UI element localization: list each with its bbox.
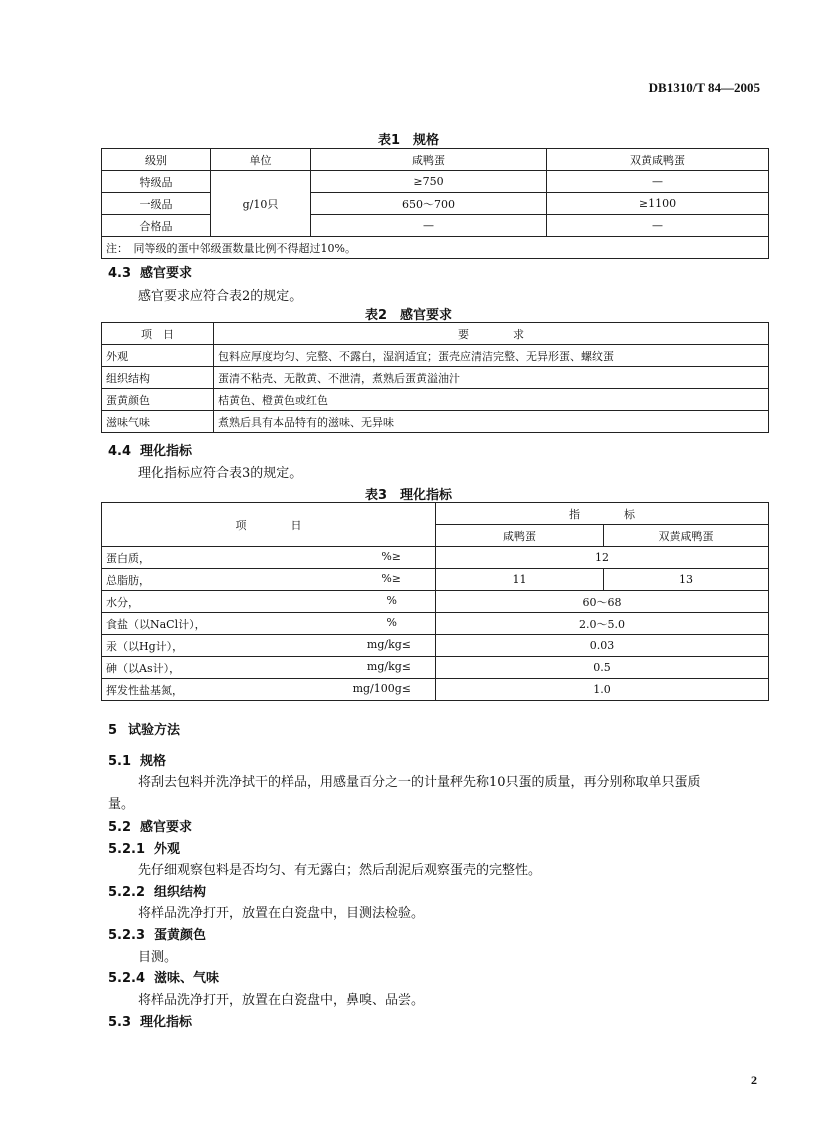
table-row — [102, 367, 769, 389]
table-row — [102, 215, 769, 237]
value-cell: 13 — [604, 569, 769, 591]
document-id: DB1310/T 84—2005 — [648, 80, 760, 95]
value-cell: 0.03 — [436, 635, 769, 657]
section-heading: 5 试验方法 — [108, 723, 181, 738]
item-cell: 食盐（以NaCl计）， % — [102, 613, 436, 635]
value-cell: 60～68 — [436, 591, 769, 613]
section-heading: 5.2 感官要求 — [108, 820, 193, 835]
section-heading: 5.2.3 蛋黄颜色 — [108, 928, 207, 943]
requirement-cell: 煮熟后具有本品特有的滋味、无异味 — [214, 411, 769, 433]
header-cell: 指 标 — [436, 503, 769, 525]
value-cell: 0.5 — [436, 657, 769, 679]
item-cell: 总脂肪， %≥ — [102, 569, 436, 591]
table-row — [102, 591, 769, 613]
table-row — [102, 569, 769, 591]
value-cell: — — [547, 171, 769, 193]
table-row — [102, 323, 769, 345]
value-cell: ≥750 — [311, 171, 547, 193]
page-number: 2 — [751, 1073, 757, 1087]
section-heading: 5.2.4 滋味、气味 — [108, 971, 220, 986]
requirement-cell: 桔黄色、橙黄色或红色 — [214, 389, 769, 411]
section-heading: 5.2.1 外观 — [108, 842, 181, 857]
paragraph: 目测。 — [138, 950, 178, 965]
section-heading: 5.3 理化指标 — [108, 1015, 193, 1030]
paragraph: 将样品洗净打开，放置在白瓷盘中，鼻嗅、品尝。 — [138, 993, 425, 1008]
grade-cell: 一级品 — [102, 193, 211, 215]
table-row — [102, 149, 769, 171]
header-cell: 级别 — [102, 149, 211, 171]
requirement-cell: 包料应厚度均匀、完整、不露白，湿润适宜；蛋壳应清洁完整、无异形蛋、螺纹蛋 — [214, 345, 769, 367]
item-cell: 挥发性盐基氮， mg/100g≤ — [102, 679, 436, 701]
table-row — [102, 547, 769, 569]
value-cell: 2.0～5.0 — [436, 613, 769, 635]
table3-title: 表3 理化指标 — [364, 488, 453, 503]
value-cell: ≥1100 — [547, 193, 769, 215]
value-cell: — — [311, 215, 547, 237]
table-row — [102, 237, 769, 259]
paragraph: 理化指标应符合表3的规定。 — [138, 466, 303, 481]
item-cell: 滋味气味 — [102, 411, 214, 433]
header-cell: 要 求 — [214, 323, 769, 345]
table-row — [102, 193, 769, 215]
section-heading: 4.4 理化指标 — [108, 444, 193, 459]
table-row — [102, 171, 769, 193]
paragraph: 感官要求应符合表2的规定。 — [138, 289, 303, 304]
header-cell: 项 日 — [102, 503, 436, 547]
table-row — [102, 635, 769, 657]
requirement-cell: 蛋清不粘壳、无散黄、不泄清，煮熟后蛋黄溢油汁 — [214, 367, 769, 389]
table2-title: 表2 感官要求 — [364, 308, 453, 323]
value-cell: 650～700 — [311, 193, 547, 215]
section-heading: 5.1 规格 — [108, 754, 167, 769]
paragraph: 量。 — [108, 797, 135, 812]
table-row — [102, 613, 769, 635]
item-cell: 外观 — [102, 345, 214, 367]
header-cell: 项 日 — [102, 323, 214, 345]
table-row — [102, 411, 769, 433]
paragraph: 将样品洗净打开，放置在白瓷盘中，目测法检验。 — [138, 906, 425, 921]
value-cell: — — [547, 215, 769, 237]
header-cell: 咸鸭蛋 — [436, 525, 604, 547]
table-note: 注： 同等级的蛋中邻级蛋数量比例不得超过10%。 — [102, 237, 769, 259]
table-row — [102, 679, 769, 701]
item-cell: 砷（以As计）， mg/kg≤ — [102, 657, 436, 679]
table-row — [102, 345, 769, 367]
grade-cell: 合格品 — [102, 215, 211, 237]
item-cell: 组织结构 — [102, 367, 214, 389]
section-heading: 4.3 感官要求 — [108, 266, 193, 281]
value-cell: 12 — [436, 547, 769, 569]
grade-cell: 特级品 — [102, 171, 211, 193]
item-cell: 汞（以Hg计）， mg/kg≤ — [102, 635, 436, 657]
value-cell: 1.0 — [436, 679, 769, 701]
header-cell: 双黄咸鸭蛋 — [547, 149, 769, 171]
table-row — [102, 657, 769, 679]
table1-specifications — [101, 148, 769, 259]
paragraph: 先仔细观察包料是否均匀、有无露白；然后刮泥后观察蛋壳的完整性。 — [138, 863, 542, 878]
section-heading: 5.2.2 组织结构 — [108, 885, 207, 900]
header-cell: 单位 — [211, 149, 311, 171]
item-cell: 水分， % — [102, 591, 436, 613]
value-cell: 11 — [436, 569, 604, 591]
table2-sensory — [101, 322, 769, 433]
table1-title: 表1 规格 — [377, 133, 440, 148]
unit-cell: g/10只 — [211, 171, 311, 237]
header-cell: 双黄咸鸭蛋 — [604, 525, 769, 547]
table-row — [102, 389, 769, 411]
table3-physicochemical — [101, 502, 769, 701]
header-cell: 咸鸭蛋 — [311, 149, 547, 171]
item-cell: 蛋黄颜色 — [102, 389, 214, 411]
paragraph: 将刮去包料并洗净拭干的样品，用感量百分之一的计量秤先称10只蛋的质量，再分别称取单只蛋质 — [138, 775, 701, 790]
item-cell: 蛋白质， %≥ — [102, 547, 436, 569]
table-row — [102, 503, 769, 525]
